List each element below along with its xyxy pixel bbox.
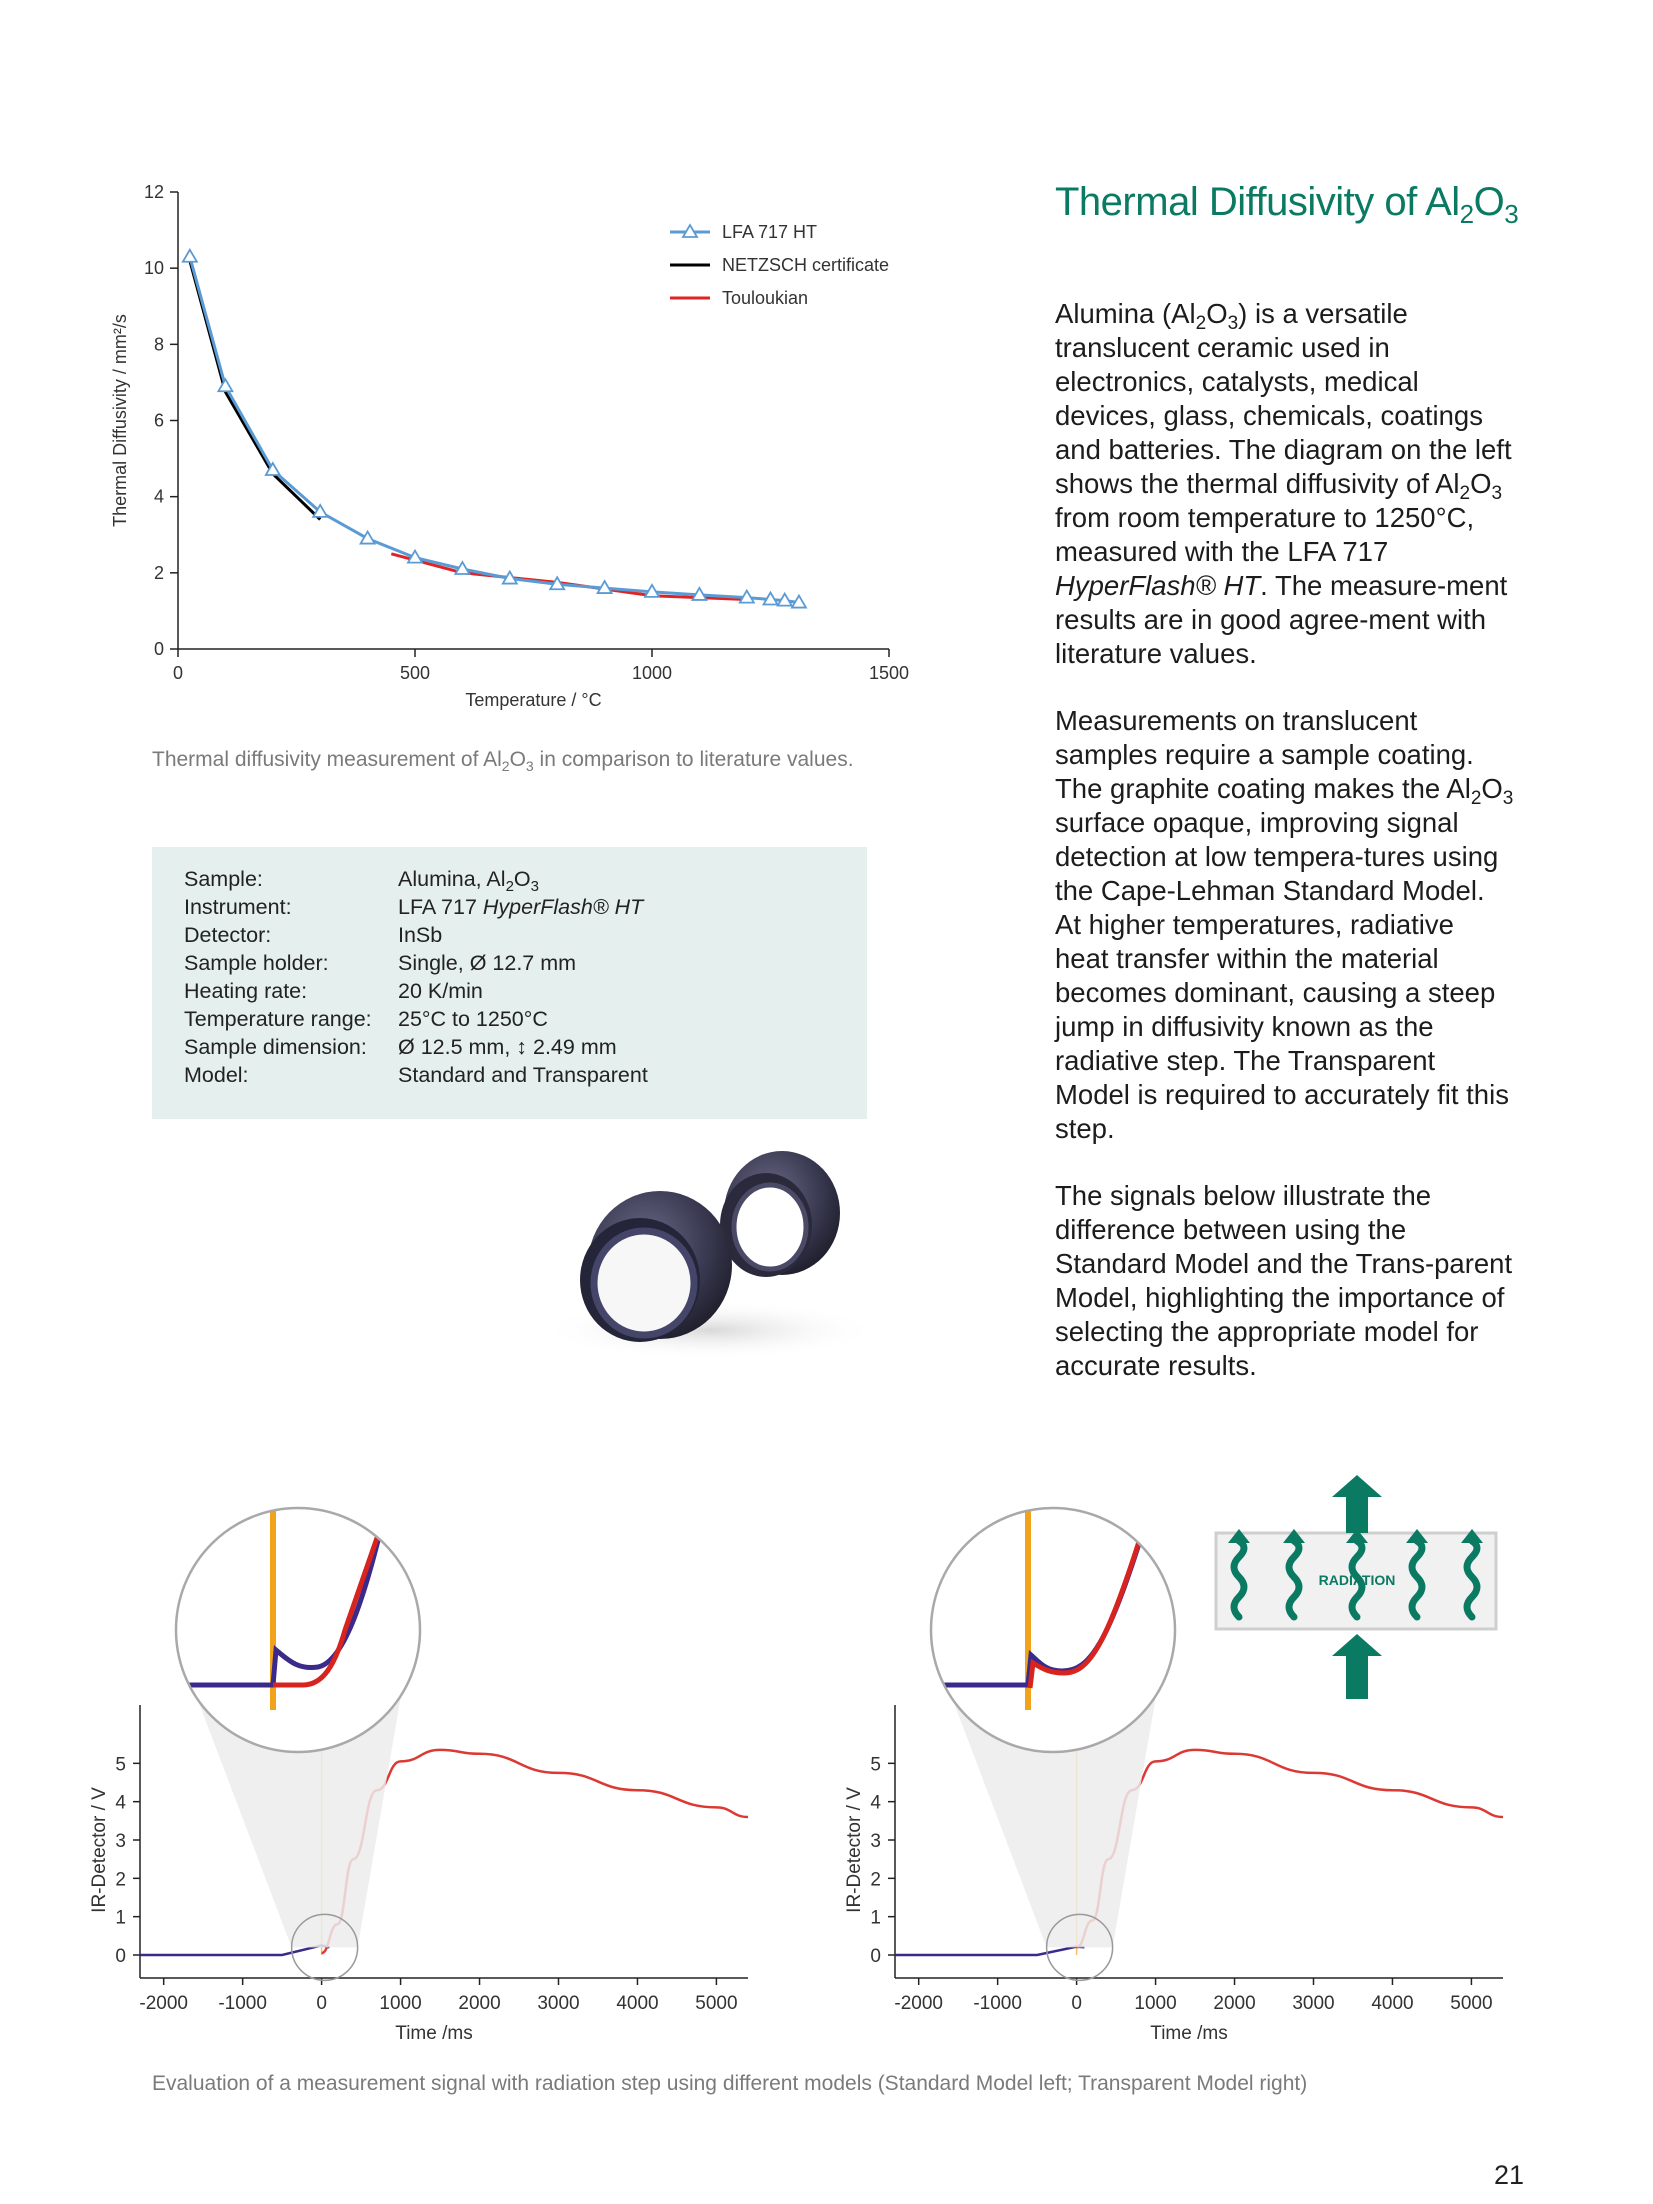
x-tick-label: 5000 xyxy=(1450,1993,1493,2014)
y-tick-label: 6 xyxy=(153,410,164,431)
y-tick-label: 0 xyxy=(115,1946,126,1967)
chart-legend xyxy=(670,222,889,308)
y-tick-label: 3 xyxy=(115,1831,126,1852)
spec-row-heating-rate: Heating rate: 20 K/min xyxy=(184,979,483,1003)
page-number: 21 xyxy=(1494,2160,1525,2190)
y-tick-label: 1 xyxy=(115,1907,126,1929)
paragraph-2: Measurements on translucent samples require a sample coating. The graphite coating makes the $Al_2O_3$ surface opaque, improving signal detection at low tempera-tures using the Cape-Lehman Standard Model. At higher temperatures, radiative heat transfer within the material becomes dominant, causing a steep jump in diffusivity known as the radiative step. The Transparent Model is required to accurately fit this step. xyxy=(1055,705,1514,1144)
magnifier xyxy=(158,1500,420,1752)
x-tick-label: 5000 xyxy=(695,1993,738,2014)
y-tick-label: 4 xyxy=(115,1792,126,1814)
legend-entry: NETZSCH certificate xyxy=(722,255,890,275)
spec-row-detector: Detector: InSb xyxy=(184,923,443,947)
y-tick-label: 3 xyxy=(870,1831,881,1852)
signal-line-baseline xyxy=(895,1947,1085,1955)
body-text xyxy=(1055,297,1515,1416)
diffusivity-chart xyxy=(90,170,950,740)
series-line-touloukian xyxy=(391,554,747,600)
zoom-inset xyxy=(158,1500,420,1980)
spec-row-model: Model: Standard and Transparent xyxy=(184,1063,648,1087)
spec-row-temperature-range: Temperature range: 25°C to 1250°C xyxy=(184,1007,548,1031)
radiation-label: RADIATION xyxy=(1318,1572,1396,1588)
magnifier xyxy=(913,1500,1175,1752)
y-tick-label: 4 xyxy=(870,1792,881,1814)
x-tick-label: 1000 xyxy=(631,663,673,683)
x-tick-label: 0 xyxy=(316,1993,327,2014)
x-tick-label: 500 xyxy=(399,663,431,683)
x-tick-label: -2000 xyxy=(894,1993,943,2014)
chart-series xyxy=(183,250,809,608)
y-tick-label: 2 xyxy=(153,562,164,583)
x-tick-label: 2000 xyxy=(1213,1993,1256,2014)
section-title: Thermal Diffusivity of $Al_2O_3$ xyxy=(1055,180,1519,229)
y-axis-label: IR-Detector / V xyxy=(844,1787,865,1913)
x-axis-label: Time /ms xyxy=(395,2023,473,2044)
sample-rings-photo xyxy=(520,1135,900,1375)
arrow-up-icon xyxy=(1332,1475,1382,1533)
ring-back xyxy=(720,1151,840,1277)
x-axis-label: Time /ms xyxy=(1150,2023,1228,2044)
x-tick-label: 3000 xyxy=(1292,1993,1335,2014)
y-tick-label: 10 xyxy=(143,258,164,279)
arrow-up-icon xyxy=(1332,1634,1382,1699)
legend-entry: LFA 717 HT xyxy=(722,222,818,242)
x-tick-label: 3000 xyxy=(537,1993,580,2014)
x-tick-label: 1000 xyxy=(379,1993,422,2014)
x-tick-label: 1500 xyxy=(868,663,910,683)
chart-caption: Thermal diffusivity measurement of $Al_2O_3$ in comparison to literature values. xyxy=(152,748,854,774)
data-point xyxy=(218,379,232,391)
y-tick-label: 0 xyxy=(153,639,164,659)
x-tick-label: 0 xyxy=(1071,1993,1082,2014)
x-tick-label: -1000 xyxy=(218,1993,267,2014)
x-axis-label: Temperature / °C xyxy=(465,690,602,710)
y-tick-label: 5 xyxy=(115,1754,126,1776)
spec-row-sample-holder: Sample holder: Single, Ø 12.7 mm xyxy=(184,951,577,975)
x-tick-label: -1000 xyxy=(973,1993,1022,2014)
y-tick-label: 2 xyxy=(115,1869,126,1891)
y-tick-label: 2 xyxy=(870,1869,881,1891)
radiation-diagram xyxy=(1212,1475,1502,1700)
y-axis-label: Thermal Diffusivity / mm²/s xyxy=(110,314,130,527)
y-tick-label: 5 xyxy=(870,1754,881,1776)
y-tick-label: 1 xyxy=(870,1907,881,1929)
x-tick-label: 2000 xyxy=(458,1993,501,2014)
x-tick-label: 4000 xyxy=(616,1993,659,2014)
y-tick-label: 4 xyxy=(153,486,164,507)
zoom-inset xyxy=(913,1500,1175,1980)
spec-row-sample-dimension: Sample dimension: Ø 12.5 mm, ↕ 2.49 mm xyxy=(184,1035,617,1059)
y-tick-label: 0 xyxy=(870,1946,881,1967)
x-tick-label: 4000 xyxy=(1371,1993,1414,2014)
x-tick-label: 0 xyxy=(172,663,184,683)
series-line-lfa-717-ht xyxy=(190,257,799,603)
signal-chart-standard xyxy=(80,1500,770,2060)
x-tick-label: -2000 xyxy=(139,1993,188,2014)
y-tick-label: 12 xyxy=(143,182,164,202)
spec-row-sample: Sample: Alumina, $Al_2O_3$ xyxy=(184,867,539,895)
y-axis-label: IR-Detector / V xyxy=(89,1787,110,1913)
data-point xyxy=(183,250,197,262)
signal-caption: Evaluation of a measurement signal with radiation step using different models (Standard Model left; Transparent Model right) xyxy=(152,2072,1308,2095)
series-line-netzsch-certificate xyxy=(190,261,320,520)
spec-row-instrument: Instrument: LFA 717 HyperFlash® HT xyxy=(184,895,644,919)
measurement-parameters xyxy=(152,847,867,1119)
x-tick-label: 1000 xyxy=(1134,1993,1177,2014)
legend-entry: Touloukian xyxy=(722,288,809,308)
y-tick-label: 8 xyxy=(153,334,164,355)
paragraph-3: The signals below illustrate the difference between using the Standard Model and the Trans-parent Model, highlighting the importance of selecting the appropriate model for accurate results. xyxy=(1055,1180,1513,1381)
paragraph-1: Alumina $(Al_2O_3)$ is a versatile translucent ceramic used in electronics, catalysts, medical devices, glass, chemicals, coatings and batteries. The diagram on the left shows the thermal diffusivity of $Al_2O_3$ from room temperature to 1250°C, measured with the LFA 717 HyperFlash® HT. The measure-ment results are in good agree-ment with literature values. xyxy=(1055,298,1512,669)
